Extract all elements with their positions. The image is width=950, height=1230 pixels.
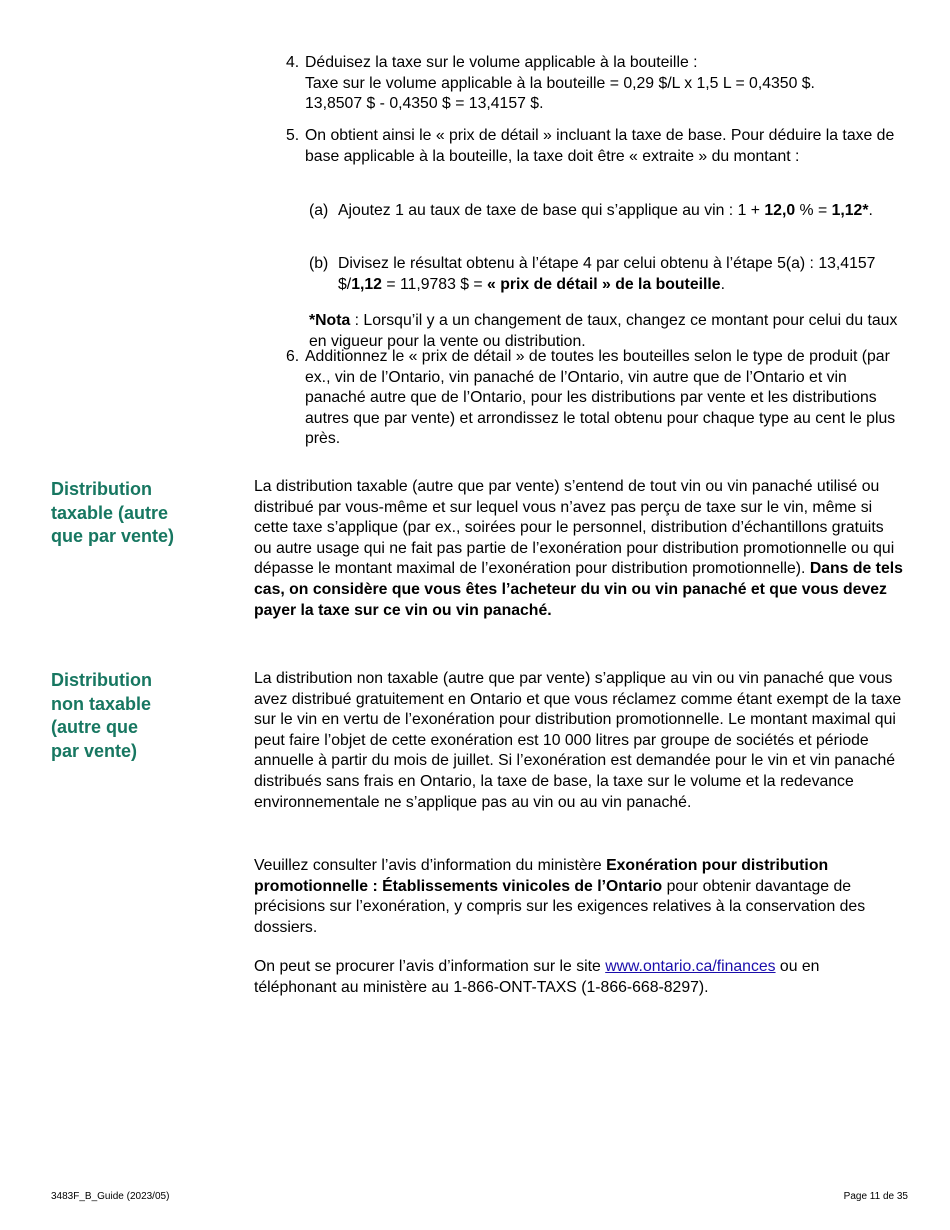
paragraph-non-taxable-1: La distribution non taxable (autre que par vente) s’applique au vin ou vin panaché que vous avez distribué gratuitement en Ontario et que vous réclamez comme étant exempt de la taxe sur le vin en vertu de l’exonération pour distribution promotionnelle. Le montant maximal qui peut faire l’objet de cette exonération est 10 000 litres par groupe de sociétés et période annuelle à partir du mois de juillet. Si l’exonération est demandée pour le vin et vin panaché distribués sans frais en Ontario, la taxe de base, la taxe sur le volume et la redevance environnementale ne s’applique pas au vin ou au vin panaché. (254, 670, 902, 811)
step-5 (286, 126, 906, 167)
nota-note: *Nota : Lorsqu’il y a un changement de taux, changez ce montant pour celui du taux en vigueur pour la vente ou distribution. (309, 312, 898, 350)
step-5b-text: Divisez le résultat obtenu à l’étape 4 par celui obtenu à l’étape 5(a) : 13,4157 $/1,12 = 11,9783 $ = « prix de détail » de la bouteille. (338, 255, 876, 293)
step-4 (286, 53, 906, 115)
step-5a-text: Ajoutez 1 au taux de taxe de base qui s’applique au vin : 1 + 12,0 % = 1,12*. (338, 202, 873, 219)
paragraph-distribution-taxable: La distribution taxable (autre que par vente) s’entend de tout vin ou vin panaché utilisé ou distribué par vous-même et sur lequel vous n’avez pas perçu de taxe sur le vin, même si cette taxe s’applique (par ex., soirées pour le personnel, distribution d’échantillons gratuits ou autre usage qui ne fait pas partie de l’exonération pour distribution promotionnelle ou qui dépasse le montant maximal de l’exonération pour distribution promotionnelle). Dans de tels cas, on considère que vous êtes l’acheteur du vin ou vin panaché et que vous devez payer la taxe sur ce vin ou vin panaché. (254, 478, 903, 619)
notice-title: Exonération pour distribution promotionnelle : Établissements vinicoles de l’Ontario (254, 857, 829, 895)
step-5b (309, 254, 899, 295)
step-5-number: 5. (286, 127, 300, 144)
step-6-number: 6. (286, 348, 300, 365)
footer-form-id: 3483F_B_Guide (2023/05) (51, 1191, 170, 1202)
step-6-text: Additionnez le « prix de détail » de toutes les bouteilles selon le type de produit (par ex., vin de l’Ontario, vin panaché de l’Ontario, vin autre que de l’Ontario et vin panaché autre que de l’Ontario, pour les distributions par vente et les distributions autres que par vente) et arrondissez le total obtenu pour chaque type au cent le plus près. (305, 348, 896, 448)
step-5-text: On obtient ainsi le « prix de détail » incluant la taxe de base. Pour déduire la taxe de base applicable à la bouteille, la taxe doit être « extraite » du montant : (305, 127, 895, 165)
footer-page-number: Page 11 de 35 (843, 1191, 908, 1202)
heading-distribution-non-taxable: Distribution non taxable (autre que par vente) (51, 670, 152, 761)
step-4-line-1: Déduisez la taxe sur le volume applicable à la bouteille : (305, 54, 698, 71)
step-4-line-3: 13,8507 $ - 0,4350 $ = 13,4157 $. (305, 95, 544, 113)
step-4-number: 4. (286, 54, 300, 71)
step-5a-label: (a) (309, 202, 329, 219)
paragraph-non-taxable-3: On peut se procurer l’avis d’information sur le site www.ontario.ca/finances ou en téléphonant au ministère au 1-866-ONT-TAXS (1-866-668-8297). (254, 958, 820, 996)
paragraph-non-taxable-2: Veuillez consulter l’avis d’information du ministère Exonération pour distribution promotionnelle : Établissements vinicoles de l’Ontario pour obtenir davantage de précisions sur l’exonération, y compris sur les exigences relatives à la conservation des dossiers. (254, 857, 866, 936)
step-5b-label: (b) (309, 255, 329, 272)
step-4-line-2: Taxe sur le volume applicable à la bouteille = 0,29 $/L x 1,5 L = 0,4350 $. (305, 74, 815, 92)
step-6 (286, 347, 898, 450)
heading-distribution-taxable: Distribution taxable (autre que par vente) (51, 479, 175, 546)
step-5a (309, 201, 899, 222)
ontario-finances-link[interactable]: www.ontario.ca/finances (605, 958, 776, 975)
nota-label: *Nota (309, 312, 351, 329)
